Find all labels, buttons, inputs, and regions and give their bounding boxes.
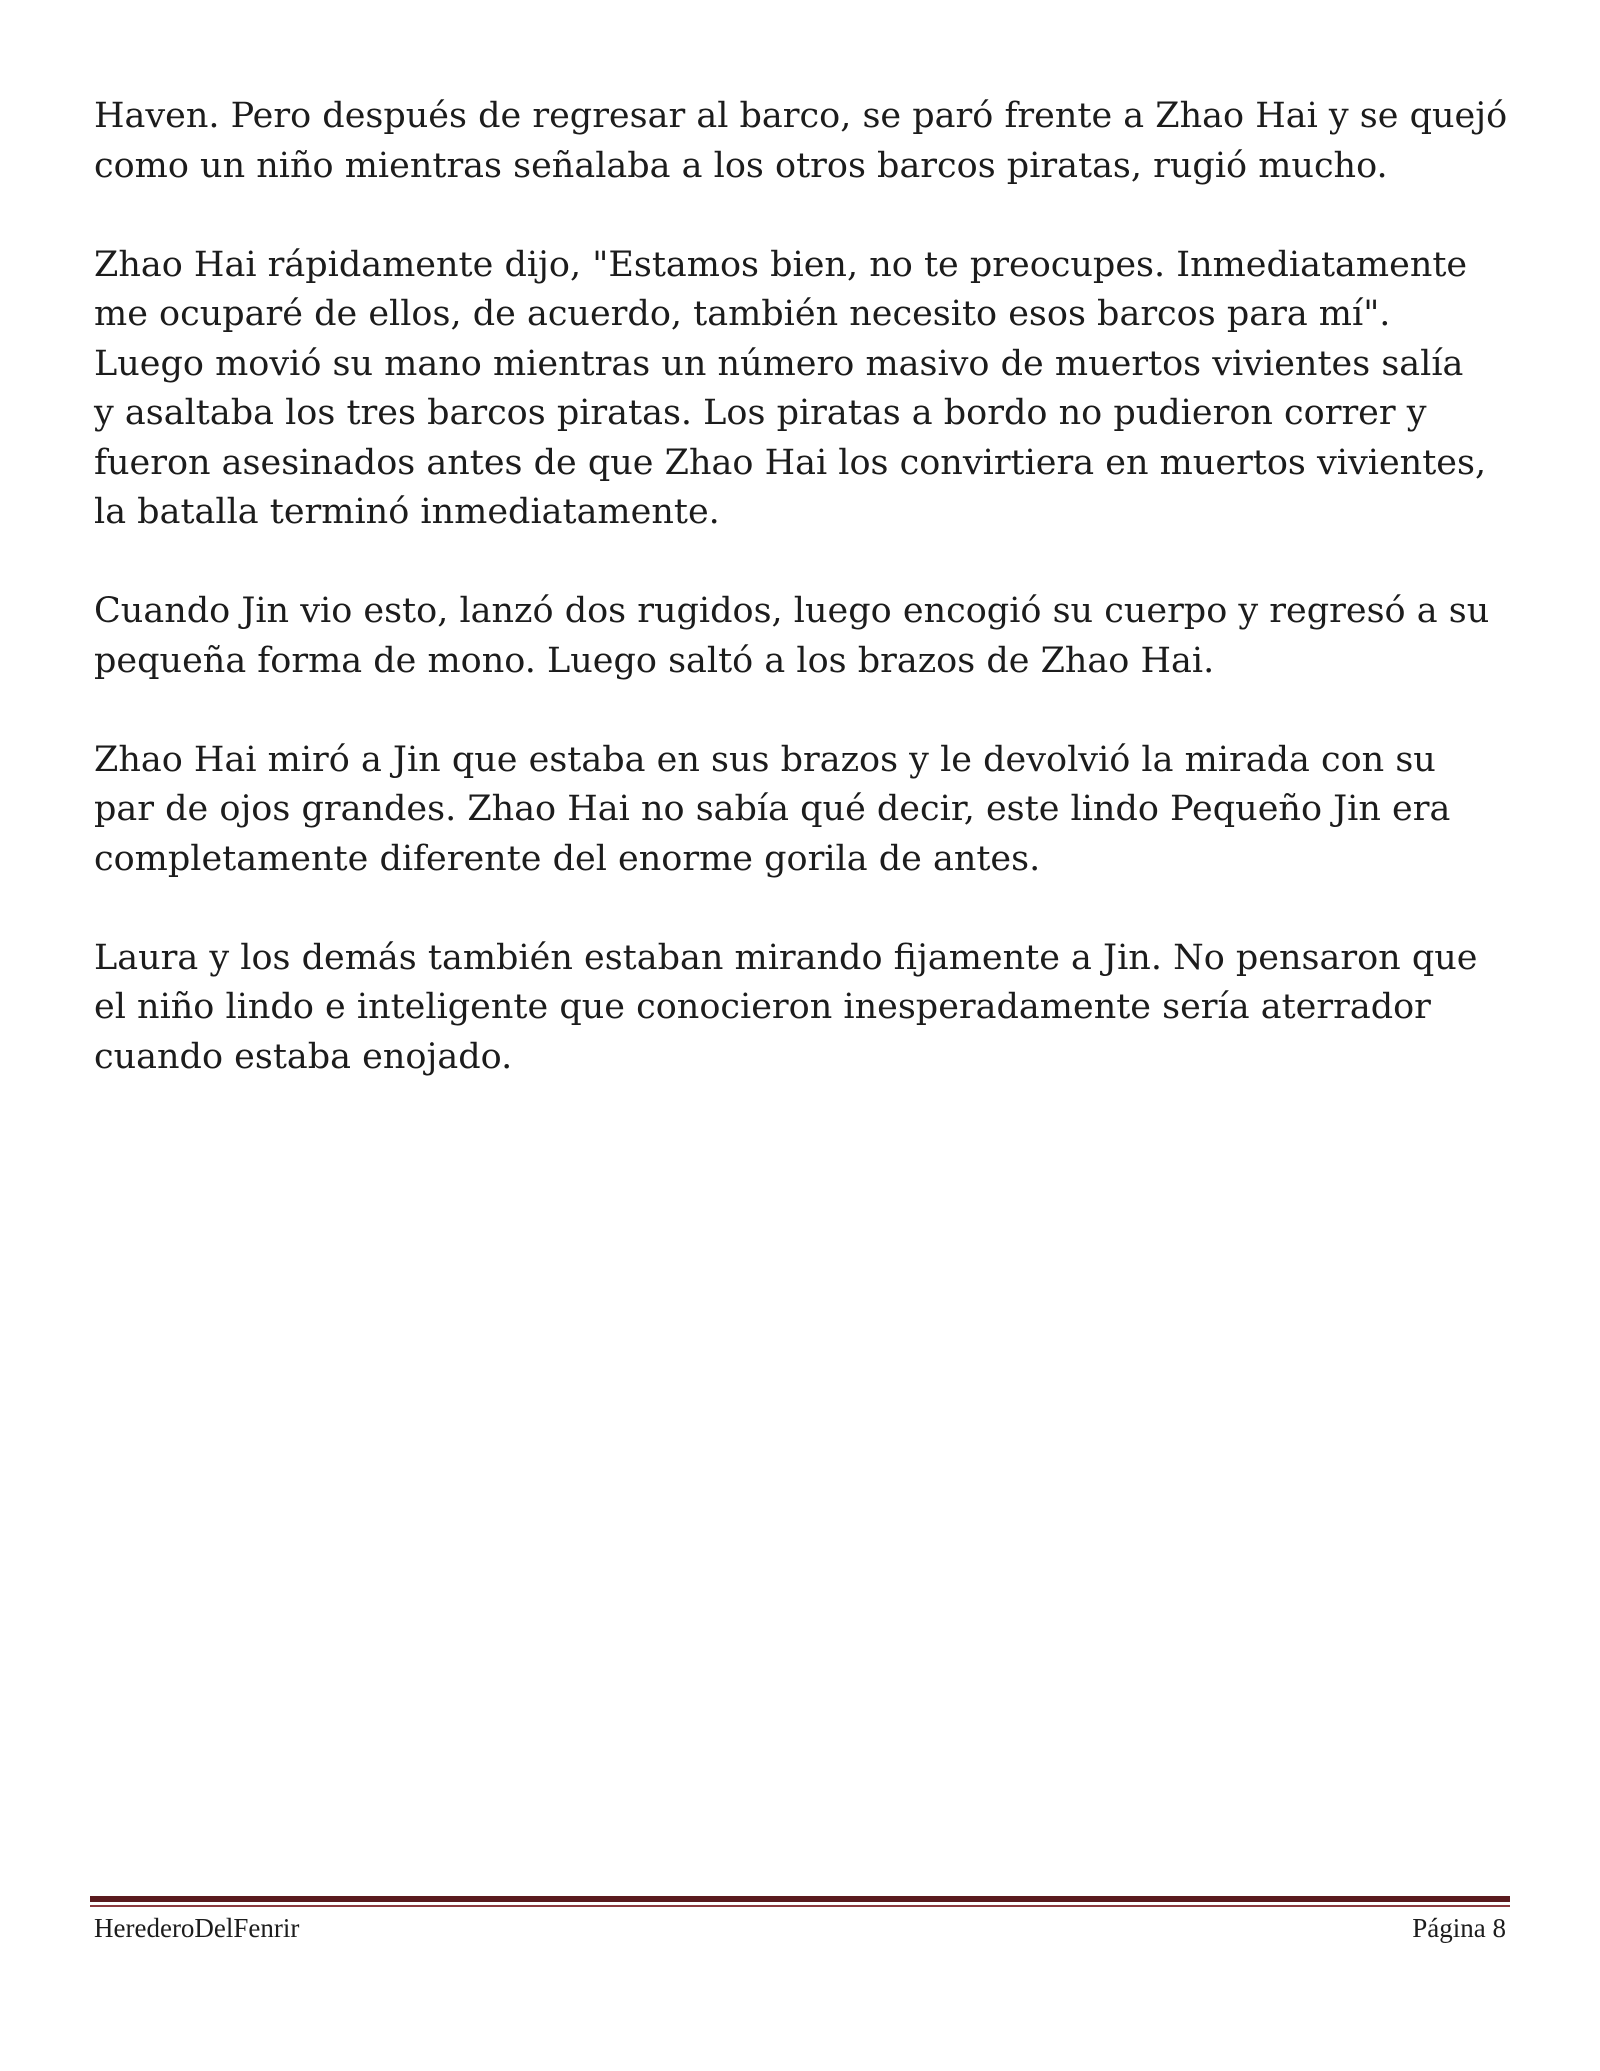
paragraph-3 (94, 587, 1514, 686)
text-line: Zhao Hai miró a Jin que estaba en sus brazos y le devolvió la mirada con su (94, 739, 1436, 780)
footer-rule-thick (90, 1896, 1510, 1902)
paragraph-4 (94, 736, 1514, 885)
paragraph-1 (94, 92, 1514, 191)
text-line: la batalla terminó inmediatamente. (94, 492, 720, 532)
text-line: y asaltaba los tres barcos piratas. Los piratas a bordo no pudieron correr y (94, 393, 1427, 433)
text-line: pequeña forma de mono. Luego saltó a los brazos de Zhao Hai. (94, 640, 1215, 681)
footer-page-number: Página 8 (1412, 1913, 1506, 1943)
text-line: par de ojos grandes. Zhao Hai no sabía qué decir, este lindo Pequeño Jin era (94, 789, 1451, 829)
text-line: Cuando Jin vio esto, lanzó dos rugidos, luego encogió su cuerpo y regresó a su (94, 591, 1490, 631)
text-line: Haven. Pero después de regresar al barco, se paró frente a Zhao Hai y se quejó (94, 96, 1508, 136)
footer-rule-thin (90, 1905, 1510, 1907)
text-line: cuando estaba enojado. (94, 1036, 513, 1077)
body-text (94, 92, 1514, 1132)
text-line: completamente diferente del enorme gorila de antes. (94, 838, 1041, 879)
text-line: Zhao Hai rápidamente dijo, "Estamos bien, no te preocupes. Inmediatamente (94, 244, 1468, 285)
footer-author: HerederoDelFenrir (94, 1913, 300, 1943)
text-line: Luego movió su mano mientras un número masivo de muertos vivientes salía (94, 343, 1464, 384)
text-line: como un niño mientras señalaba a los otros barcos piratas, rugió mucho. (94, 145, 1388, 186)
paragraph-2 (94, 241, 1514, 538)
paragraph-5 (94, 934, 1514, 1083)
text-line: me ocuparé de ellos, de acuerdo, también necesito esos barcos para mí". (94, 294, 1391, 334)
text-line: el niño lindo e inteligente que conocieron inesperadamente sería aterrador (94, 987, 1431, 1027)
text-line: Laura y los demás también estaban mirando fijamente a Jin. No pensaron que (94, 937, 1478, 978)
text-line: fueron asesinados antes de que Zhao Hai los convirtiera en muertos vivientes, (94, 442, 1487, 483)
